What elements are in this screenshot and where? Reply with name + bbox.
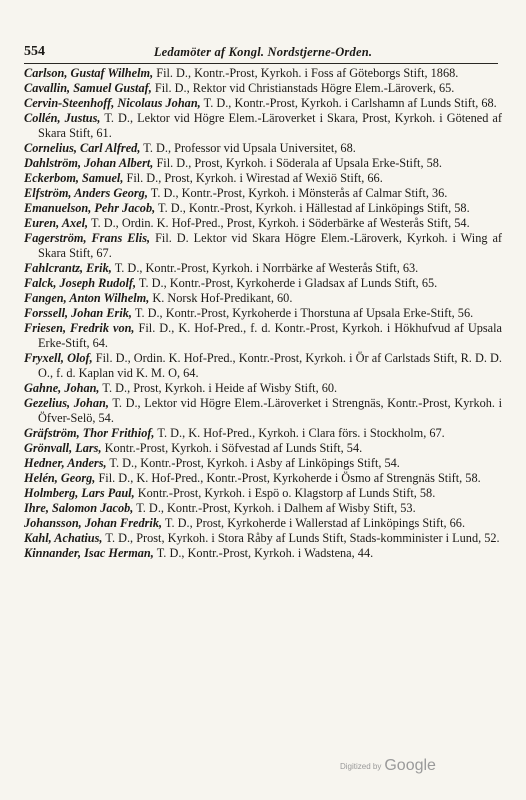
entry-text: T. D., Prost, Kyrkoh. i Stora Råby af Lunds Stift, Stads-komminister i Lund, 52. (105, 531, 500, 545)
entry-text: Fil. D., Rektor vid Christianstads Högre Elem.-Läroverk, 65. (154, 81, 455, 95)
header-rule (24, 63, 498, 64)
entry-text: Fil. D. Lektor vid Skara Högre Elem.-Läroverk, Kyrkoh. i Wing af Skara Stift, 67. (38, 231, 503, 260)
entry-text: Fil. D., Ordin. K. Hof-Pred., Kontr.-Prost, Kyrkoh. i Ör af Carlstads Stift, R. D. D. O., f. d. Kaplan vid K. M. O, 64. (38, 351, 502, 380)
entry-name: Kahl, Achatius, (24, 531, 103, 545)
entry-name: Emanuelson, Pehr Jacob, (24, 201, 156, 215)
entry-text: T. D., Kontr.-Prost, Kyrkoh. i Mönsterås af Calmar Stift, 36. (150, 186, 448, 200)
entry-name: Cornelius, Carl Alfred, (24, 141, 141, 155)
entry-text: T. D., K. Hof-Pred., Kyrkoh. i Clara förs. i Stockholm, 67. (157, 426, 445, 440)
entry-name: Eckerbom, Samuel, (24, 171, 124, 185)
entry-name: Cervin-Steenhoff, Nicolaus Johan, (24, 96, 201, 110)
list-item (24, 456, 502, 471)
list-item (24, 471, 502, 486)
entry-name: Collén, Justus, (24, 111, 101, 125)
list-item (24, 501, 502, 516)
entry-name: Forssell, Johan Erik, (24, 306, 132, 320)
entry-name: Grönvall, Lars, (24, 441, 102, 455)
entry-name: Gräfström, Thor Frithiof, (24, 426, 155, 440)
entry-name: Fryxell, Olof, (24, 351, 93, 365)
list-item (24, 231, 502, 261)
entry-name: Johansson, Johan Fredrik, (24, 516, 163, 530)
entry-text: K. Norsk Hof-Predikant, 60. (152, 291, 293, 305)
entry-name: Elfström, Anders Georg, (24, 186, 148, 200)
list-item (24, 291, 502, 306)
entry-name: Ihre, Salomon Jacob, (24, 501, 134, 515)
entry-text: T. D., Prost, Kyrkoh. i Heide af Wisby Stift, 60. (102, 381, 338, 395)
list-item (24, 96, 502, 111)
list-item (24, 351, 502, 381)
entry-text: Fil. D., Kontr.-Prost, Kyrkoh. i Foss af Göteborgs Stift, 1868. (156, 66, 459, 80)
entry-text: T. D., Kontr.-Prost, Kyrkoherde i Gladsax af Lunds Stift, 65. (138, 276, 438, 290)
entry-name: Fangen, Anton Wilhelm, (24, 291, 150, 305)
list-item (24, 306, 502, 321)
entry-text: Fil. D., Prost, Kyrkoh. i Wirestad af Wexiö Stift, 66. (126, 171, 383, 185)
entry-text: Fil. D., K. Hof-Pred., Kontr.-Prost, Kyrkoherde i Ösmo af Strengnäs Stift, 58. (98, 471, 481, 485)
entry-text: Fil. D., Prost, Kyrkoh. i Söderala af Upsala Erke-Stift, 58. (156, 156, 442, 170)
entry-text: T. D., Kontr.-Prost, Kyrkoh. i Wadstena, 44. (156, 546, 374, 560)
entry-text: Kontr.-Prost, Kyrkoh. i Espö o. Klagstorp af Lunds Stift, 58. (137, 486, 436, 500)
list-item (24, 531, 502, 546)
entry-name: Hedner, Anders, (24, 456, 107, 470)
list-item (24, 426, 502, 441)
entry-text: Fil. D., K. Hof-Pred., f. d. Kontr.-Prost, Kyrkoh. i Hökhufvud af Upsala Erke-Stift, 64. (38, 321, 502, 350)
entry-text: T. D., Lektor vid Högre Elem.-Läroverket i Skara, Prost, Kyrkoh. i Götened af Skara Stift, 61. (38, 111, 502, 140)
list-item (24, 201, 502, 216)
entry-name: Fahlcrantz, Erik, (24, 261, 112, 275)
list-item (24, 381, 502, 396)
entry-name: Holmberg, Lars Paul, (24, 486, 135, 500)
entry-text: Kontr.-Prost, Kyrkoh. i Söfvestad af Lunds Stift, 54. (104, 441, 363, 455)
entry-name: Gezelius, Johan, (24, 396, 109, 410)
list-item (24, 186, 502, 201)
entry-text: T. D., Lektor vid Högre Elem.-Läroverket i Strengnäs, Kontr.-Prost, Kyrkoh. i Öfver-Selö, 54. (38, 396, 502, 425)
entry-text: T. D., Kontr.-Prost, Kyrkoh. i Norrbärke af Westerås Stift, 63. (114, 261, 419, 275)
entry-name: Falck, Joseph Rudolf, (24, 276, 137, 290)
list-item (24, 141, 502, 156)
list-item (24, 156, 502, 171)
entry-text: T. D., Kontr.-Prost, Kyrkoh. i Hällestad af Linköpings Stift, 58. (158, 201, 470, 215)
entry-name: Fagerström, Frans Elis, (24, 231, 151, 245)
entry-name: Carlson, Gustaf Wilhelm, (24, 66, 154, 80)
list-item (24, 216, 502, 231)
page-number: 554 (24, 44, 45, 59)
google-logo: Google (384, 757, 436, 774)
entry-name: Kinnander, Isac Herman, (24, 546, 154, 560)
list-item (24, 66, 502, 81)
list-item (24, 171, 502, 186)
list-item (24, 441, 502, 456)
entry-name: Euren, Axel, (24, 216, 89, 230)
entry-name: Friesen, Fredrik von, (24, 321, 135, 335)
entry-text: T. D., Kontr.-Prost, Kyrkoherde i Thorstuna af Upsala Erke-Stift, 56. (134, 306, 474, 320)
list-item (24, 486, 502, 501)
entry-text: T. D., Ordin. K. Hof-Pred., Prost, Kyrkoh. i Söderbärke af Westerås Stift, 54. (90, 216, 470, 230)
list-item (24, 111, 502, 141)
entry-list (24, 66, 502, 561)
running-head: Ledamöter af Kongl. Nordstjerne-Orden. (153, 45, 373, 59)
entry-text: T. D., Prost, Kyrkoherde i Wallerstad af Linköpings Stift, 66. (164, 516, 466, 530)
entry-text: T. D., Professor vid Upsala Universitet, 68. (143, 141, 356, 155)
list-item (24, 516, 502, 531)
entry-text: T. D., Kontr.-Prost, Kyrkoh. i Carlshamn af Lunds Stift, 68. (203, 96, 497, 110)
google-watermark (340, 757, 436, 775)
list-item (24, 396, 502, 426)
list-item (24, 81, 502, 96)
entry-name: Gahne, Johan, (24, 381, 100, 395)
entry-name: Cavallin, Samuel Gustaf, (24, 81, 152, 95)
list-item (24, 546, 502, 561)
entry-name: Dahlström, Johan Albert, (24, 156, 154, 170)
list-item (24, 261, 502, 276)
list-item (24, 276, 502, 291)
list-item (24, 321, 502, 351)
digitized-by-label: Digitized by (340, 761, 382, 771)
entry-text: T. D., Kontr.-Prost, Kyrkoh. i Asby af Linköpings Stift, 54. (109, 456, 400, 470)
entry-name: Helén, Georg, (24, 471, 96, 485)
entry-text: T. D., Kontr.-Prost, Kyrkoh. i Dalhem af Wisby Stift, 53. (136, 501, 416, 515)
